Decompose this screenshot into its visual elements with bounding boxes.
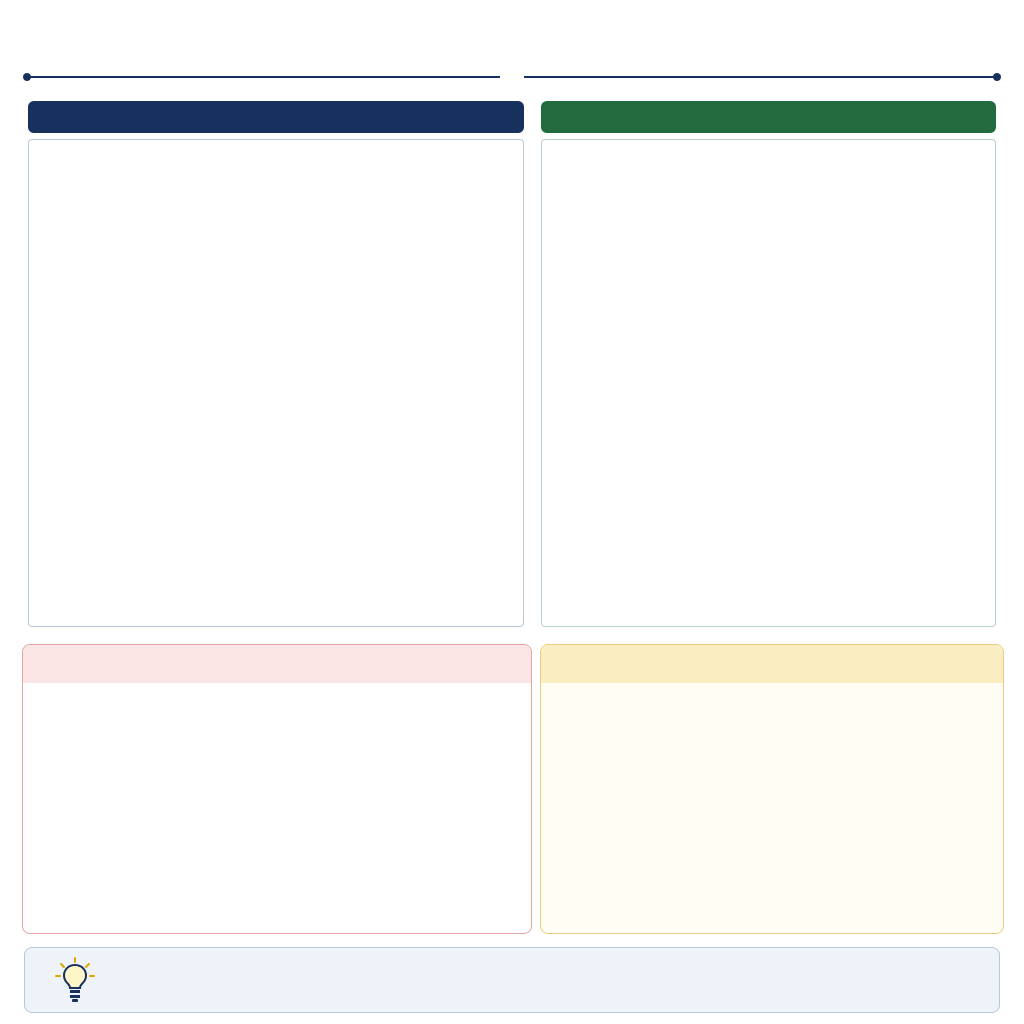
documents-panel [541,139,996,627]
urgent-header [23,645,531,683]
flow-header [28,101,524,133]
subtitle-row [26,64,998,90]
documents-header [541,101,996,133]
footer-note [24,947,1000,1013]
flow-steps-panel [28,139,524,627]
lightbulb-icon [55,956,95,1004]
cautions-header [541,645,1003,683]
cautions-panel [540,644,1004,934]
subtitle-line-right [524,76,998,78]
subtitle-line-left [26,76,500,78]
urgent-panel [22,644,532,934]
